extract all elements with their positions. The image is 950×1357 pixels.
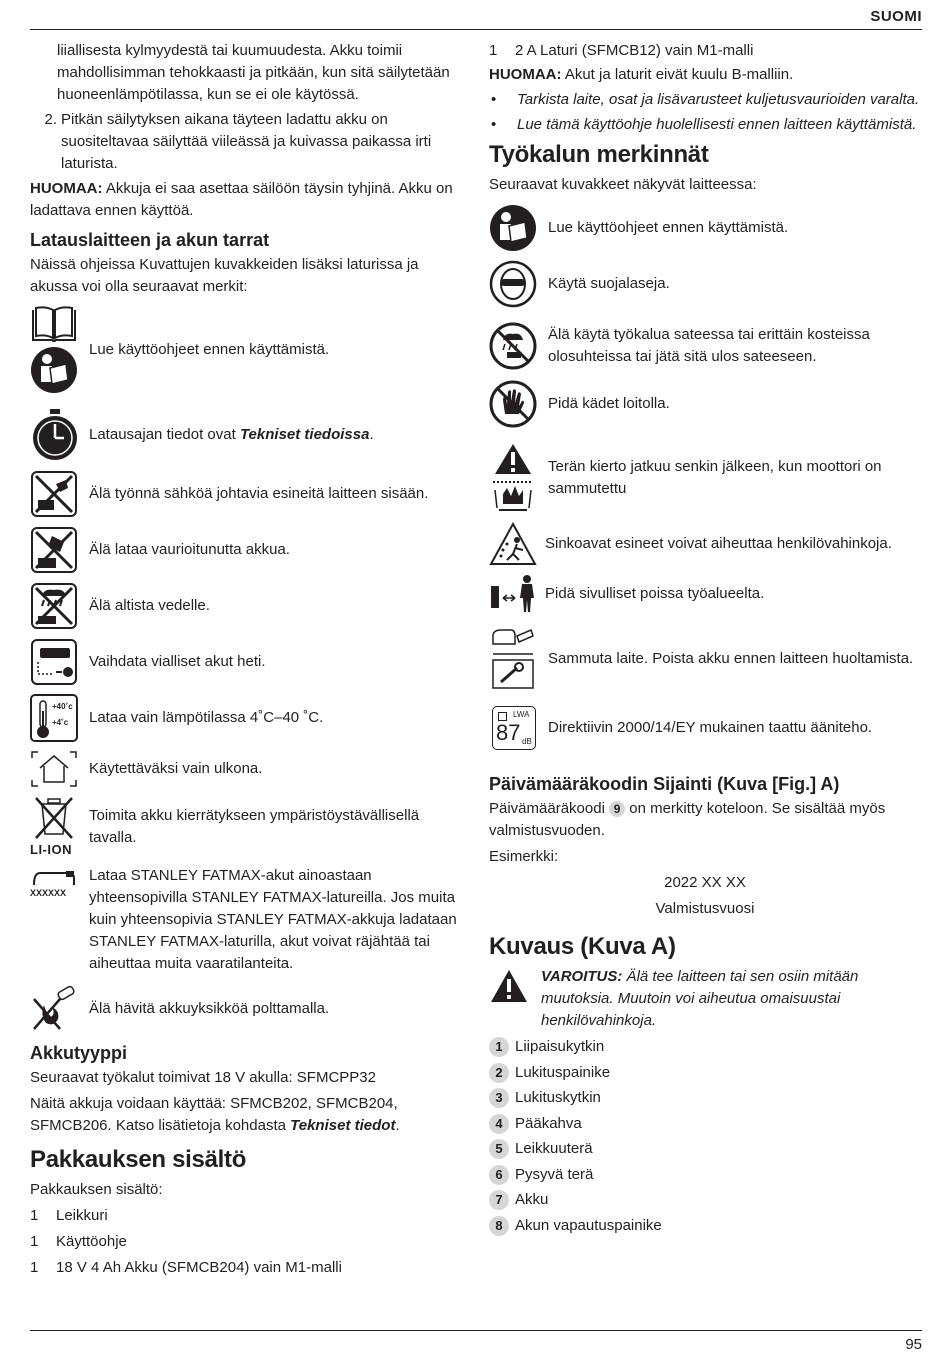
part-item: 8 Akun vapautuspainike <box>489 1215 921 1237</box>
mark-row-switch-off <box>489 628 921 690</box>
read-manual-text: Lue käyttöohjeet ennen käyttämistä. <box>89 341 330 358</box>
note-label: HUOMAA: <box>30 180 103 197</box>
date-code-caption: Valmistusvuosi <box>655 900 755 917</box>
mark-row-blade-coast <box>489 442 921 514</box>
mark-row-hands <box>489 380 921 428</box>
temperature-text: Lataa vain lämpötilassa 4˚C–40 ˚C. <box>89 709 324 726</box>
part-item: 5 Leikkuuterä <box>489 1138 921 1160</box>
bystanders-distance-icon <box>489 574 537 614</box>
labels-heading: Latauslaitteen ja akun tarrat <box>30 230 270 250</box>
bullet-item: • Tarkista laite, osat ja lisävarusteet kuljetusvaurioiden varalta. <box>491 91 920 108</box>
sound-power-icon <box>492 706 536 750</box>
mark-row-read-manual <box>489 204 921 252</box>
icon-row-no-damaged <box>30 526 462 574</box>
mark-row-noise <box>489 706 921 750</box>
no-conductive-text: Älä työnnä sähköä johtavia esineitä laitteen sisään. <box>89 485 429 502</box>
damaged-battery-icon <box>30 526 78 574</box>
warning-block <box>489 966 921 1032</box>
battery-type-heading: Akkutyyppi <box>30 1043 128 1063</box>
package-item: 1 Käyttöohje <box>30 1233 127 1250</box>
keep-hands-away-icon <box>489 380 537 428</box>
charger-battery-icon <box>30 869 78 887</box>
book-icon <box>30 306 78 344</box>
noise-value-label: 87 <box>496 720 521 745</box>
charge-time-text: Latausajan tiedot ovat Tekniset tiedoissa. <box>89 426 374 443</box>
header-language: SUOMI <box>870 8 922 25</box>
date-code-heading: Päivämääräkoodin Sijainti (Kuva [Fig.] A) <box>489 774 840 794</box>
mark-switch-off-text: Sammuta laite. Poista akku ennen laitteen huoltamista. <box>548 650 914 667</box>
storage-item-text: Pitkän säilytyksen aikana täyteen ladattu akku on suositeltavaa säilyttää viileässä ja kuivassa paikassa irti laturista. <box>61 111 432 172</box>
read-manual-icon <box>30 346 78 394</box>
part-item: 4 Pääkahva <box>489 1113 921 1135</box>
stopwatch-icon <box>30 408 80 462</box>
part-item: 2 Lukituspainike <box>489 1062 921 1084</box>
storage-paragraph: liiallisesta kylmyydestä tai kuumuudesta. Akku toimii mahdollisimman tehokkaasti ja pitkään, kun sitä säilytetään huoneenlämpötilassa, kun se ei ole käytössä. <box>57 42 450 103</box>
no-damaged-text: Älä lataa vaurioitunutta akkua. <box>89 541 290 558</box>
header-rule <box>30 29 922 30</box>
mark-no-rain-text: Älä käytä työkalua sateessa tai erittäin kosteissa olosuhteissa tai jätä sitä ulos sateeseen. <box>548 326 870 365</box>
right-note: HUOMAA: Akut ja laturit eivät kuulu B-malliin. <box>489 66 794 83</box>
warning-icon <box>493 442 533 476</box>
read-manual-icon <box>489 204 537 252</box>
markings-heading: Työkalun merkinnät <box>489 141 709 168</box>
bullet-item: • Lue tämä käyttöohje huolellisesti ennen laitteen käyttämistä. <box>491 116 917 133</box>
battery-type-p1: Seuraavat työkalut toimivat 18 V akulla: SFMCPP32 <box>30 1069 376 1086</box>
package-item: 1 2 A Laturi (SFMCB12) vain M1-malli <box>489 42 754 59</box>
no-water-icon <box>30 582 78 630</box>
date-code-value: 2022 XX XX <box>664 874 746 891</box>
thermometer-icon <box>30 694 78 742</box>
warning-icon <box>489 968 529 1004</box>
right-column <box>489 40 921 1240</box>
replace-battery-icon <box>30 638 78 686</box>
part-item: 6 Pysyvä terä <box>489 1164 921 1186</box>
note-text: Akkuja ei saa asettaa säilöön täysin tyhjinä. Akku on ladattava ennen käyttöä. <box>30 180 453 219</box>
markings-intro: Seuraavat kuvakkeet näkyvät laitteessa: <box>489 176 757 193</box>
mark-blade-coast-text: Terän kierto jatkuu senkin jälkeen, kun moottori on sammutettu <box>548 458 882 497</box>
mark-row-thrown-objects <box>489 522 921 566</box>
no-water-text: Älä altista vedelle. <box>89 597 210 614</box>
replace-defective-text: Vaihdata vialliset akut heti. <box>89 653 266 670</box>
icon-row-no-water <box>30 582 462 630</box>
icon-row-charge-time <box>30 408 462 462</box>
mark-goggles-text: Käytä suojalaseja. <box>548 275 670 292</box>
no-burn-icon <box>30 985 78 1033</box>
package-item: 1 18 V 4 Ah Akku (SFMCB204) vain M1-malli <box>30 1259 342 1276</box>
date-example-label: Esimerkki: <box>489 848 559 865</box>
compatible-text: Lataa STANLEY FATMAX-akut ainoastaan yhteensopivilla STANLEY FATMAX-latureilla. Jos muita kuin yhteensopivia STANLEY FATMAX-akkuja ladataan STANLEY FATMAX-laturilla, akut voivat räjähtää tai aiheuttaa muita vaaratilanteita. <box>89 867 457 972</box>
mark-read-manual-text: Lue käyttöohjeet ennen käyttämistä. <box>548 219 789 236</box>
page-number: 95 <box>905 1336 922 1353</box>
mark-bystanders-text: Pidä sivulliset poissa työalueelta. <box>545 585 765 602</box>
note-paragraph <box>30 178 462 222</box>
thrown-objects-icon <box>489 522 537 566</box>
remove-battery-icon <box>489 628 537 658</box>
crossed-bin-icon <box>30 796 78 840</box>
date-code-paragraph: Päivämääräkoodi 9 on merkitty koteloon. Se sisältää myös valmistusvuoden. <box>489 800 886 839</box>
noise-db-label: dB <box>522 737 532 746</box>
icon-row-no-burn <box>30 985 462 1033</box>
liion-label: LI-ION <box>30 842 72 857</box>
temp-low-label: +4˚c <box>52 718 69 727</box>
storage-item-number: 2. <box>44 111 57 128</box>
mark-thrown-objects-text: Sinkoavat esineet voivat aiheuttaa henkilövahinkoja. <box>545 535 892 552</box>
callout-badge: 9 <box>609 801 625 817</box>
storage-item-2 <box>30 109 462 175</box>
mark-row-no-rain <box>489 322 921 370</box>
icon-row-read-manual <box>30 306 462 394</box>
part-item: 7 Akku <box>489 1189 921 1211</box>
no-rain-icon <box>489 322 537 370</box>
indoor-text: Käytettäväksi vain ulkona. <box>89 760 263 777</box>
compatible-code-label: XXXXXX <box>30 888 67 898</box>
no-burn-text: Älä hävitä akkuyksikköä polttamalla. <box>89 1000 330 1017</box>
noise-lwa-label: LWA <box>513 710 530 719</box>
no-conductive-objects-icon <box>30 470 78 518</box>
left-column <box>30 40 462 1283</box>
footer-rule <box>30 1330 922 1331</box>
mark-row-bystanders <box>489 574 921 614</box>
icon-row-replace-defective <box>30 638 462 686</box>
part-item: 1 Liipaisukytkin <box>489 1036 921 1058</box>
battery-type-p2: Näitä akkuja voidaan käyttää: SFMCB202, SFMCB204, SFMCB206. Katso lisätietoja kohdasta Tekniset tiedot. <box>30 1095 400 1134</box>
part-item: 3 Lukituskytkin <box>489 1087 921 1109</box>
description-heading: Kuvaus (Kuva A) <box>489 933 676 960</box>
temp-high-label: +40˚c <box>52 702 73 711</box>
warning-text: VAROITUS: Älä tee laitteen tai sen osiin mitään muutoksia. Muutoin voi aiheutua omaisuustai henkilövahinkoja. <box>541 968 859 1029</box>
icon-row-recycle <box>30 796 462 857</box>
icon-row-compatible <box>30 865 462 975</box>
icon-row-indoor <box>30 750 462 788</box>
blade-coast-icon <box>489 478 537 514</box>
labels-intro: Näissä ohjeissa Kuvattujen kuvakkeiden lisäksi laturissa ja akussa voi olla seuraavat merkit: <box>30 256 419 295</box>
package-heading: Pakkauksen sisältö <box>30 1146 247 1173</box>
icon-row-temperature <box>30 694 462 742</box>
icon-row-no-conductive <box>30 470 462 518</box>
package-intro: Pakkauksen sisältö: <box>30 1181 163 1198</box>
mark-hands-text: Pidä kädet loitolla. <box>548 395 670 412</box>
house-icon <box>30 750 78 788</box>
goggles-icon <box>489 260 537 308</box>
maintenance-icon <box>489 658 537 690</box>
mark-noise-text: Direktiivin 2000/14/EY mukainen taattu ääniteho. <box>548 719 873 736</box>
package-item: 1 Leikkuri <box>30 1207 108 1224</box>
recycle-text: Toimita akku kierrätykseen ympäristöystävällisellä tavalla. <box>89 806 420 846</box>
mark-row-goggles <box>489 260 921 308</box>
